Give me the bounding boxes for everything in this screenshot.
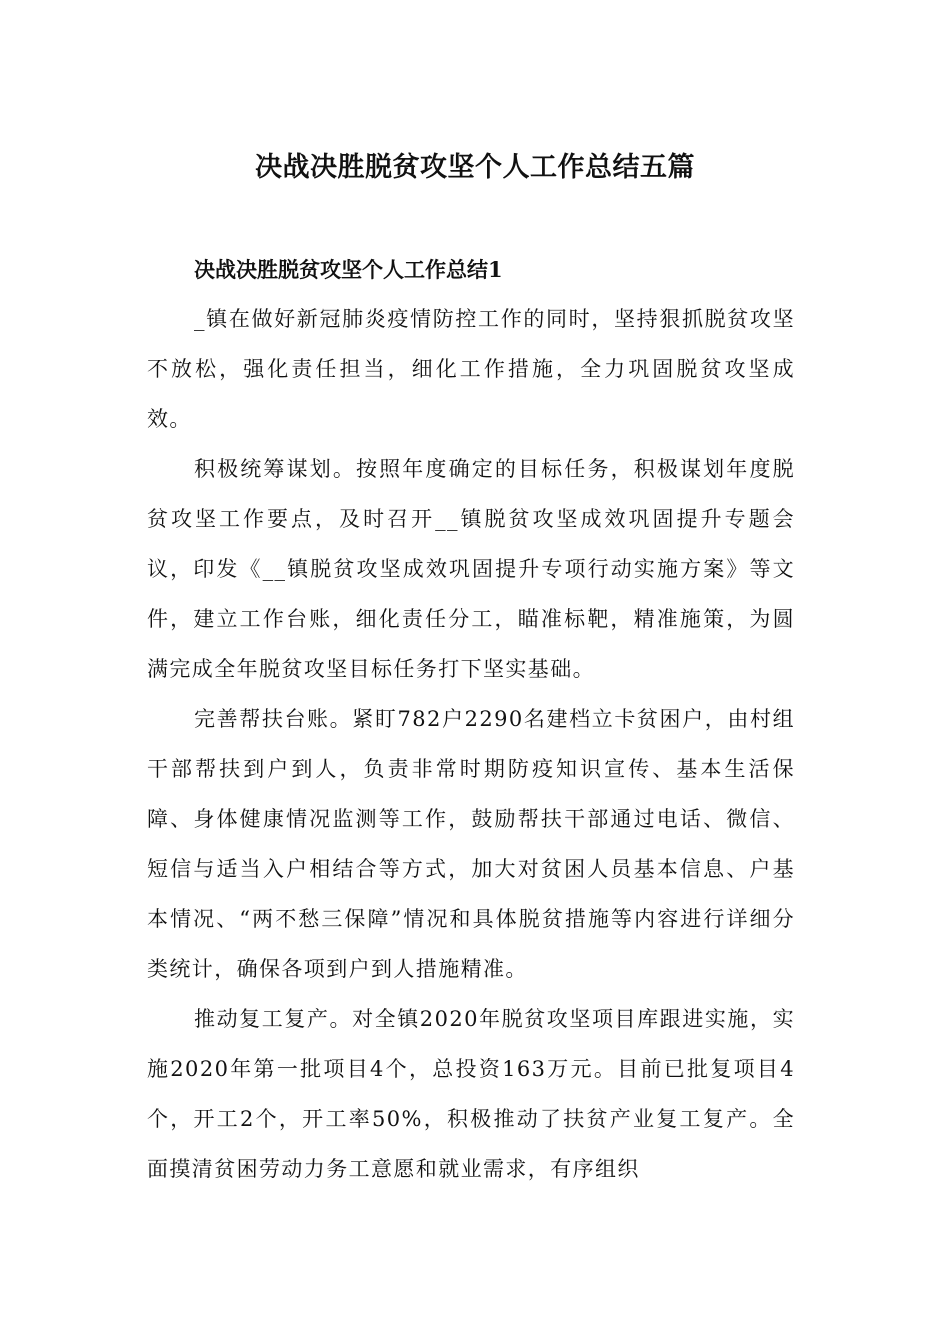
paragraph-intro: _镇在做好新冠肺炎疫情防控工作的同时，坚持狠抓脱贫攻坚不放松，强化责任担当，细化工作措施，全力巩固脱贫攻坚成效。: [147, 307, 795, 431]
section-heading: 决战决胜脱贫攻坚个人工作总结1: [194, 257, 503, 282]
paragraph-planning: 积极统筹谋划。按照年度确定的目标任务，积极谋划年度脱贫攻坚工作要点，及时召开__镇脱贫攻坚成效巩固提升专题会议，印发《__镇脱贫攻坚成效巩固提升专项行动实施方案》等文件，建立工作台账，细化责任分工，瞄准标靶，精准施策，为圆满完成全年脱贫攻坚目标任务打下坚实基础。: [147, 457, 795, 681]
document-title: 决战决胜脱贫攻坚个人工作总结五篇: [255, 152, 695, 183]
paragraph-assistance-ledger: 完善帮扶台账。紧盯782户2290名建档立卡贫困户，由村组干部帮扶到户到人，负责非常时期防疫知识宣传、基本生活保障、身体健康情况监测等工作，鼓励帮扶干部通过电话、微信、短信与适当入户相结合等方式，加大对贫困人员基本信息、户基本情况、“两不愁三保障”情况和具体脱贫措施等内容进行详细分类统计，确保各项到户到人措施精准。: [147, 707, 795, 981]
document-body: [147, 294, 795, 1194]
paragraph-resume-work: 推动复工复产。对全镇2020年脱贫攻坚项目库跟进实施，实施2020年第一批项目4个，总投资163万元。目前已批复项目4个，开工2个，开工率50%，积极推动了扶贫产业复工复产。全面摸清贫困劳动力务工意愿和就业需求，有序组织: [147, 1007, 795, 1181]
